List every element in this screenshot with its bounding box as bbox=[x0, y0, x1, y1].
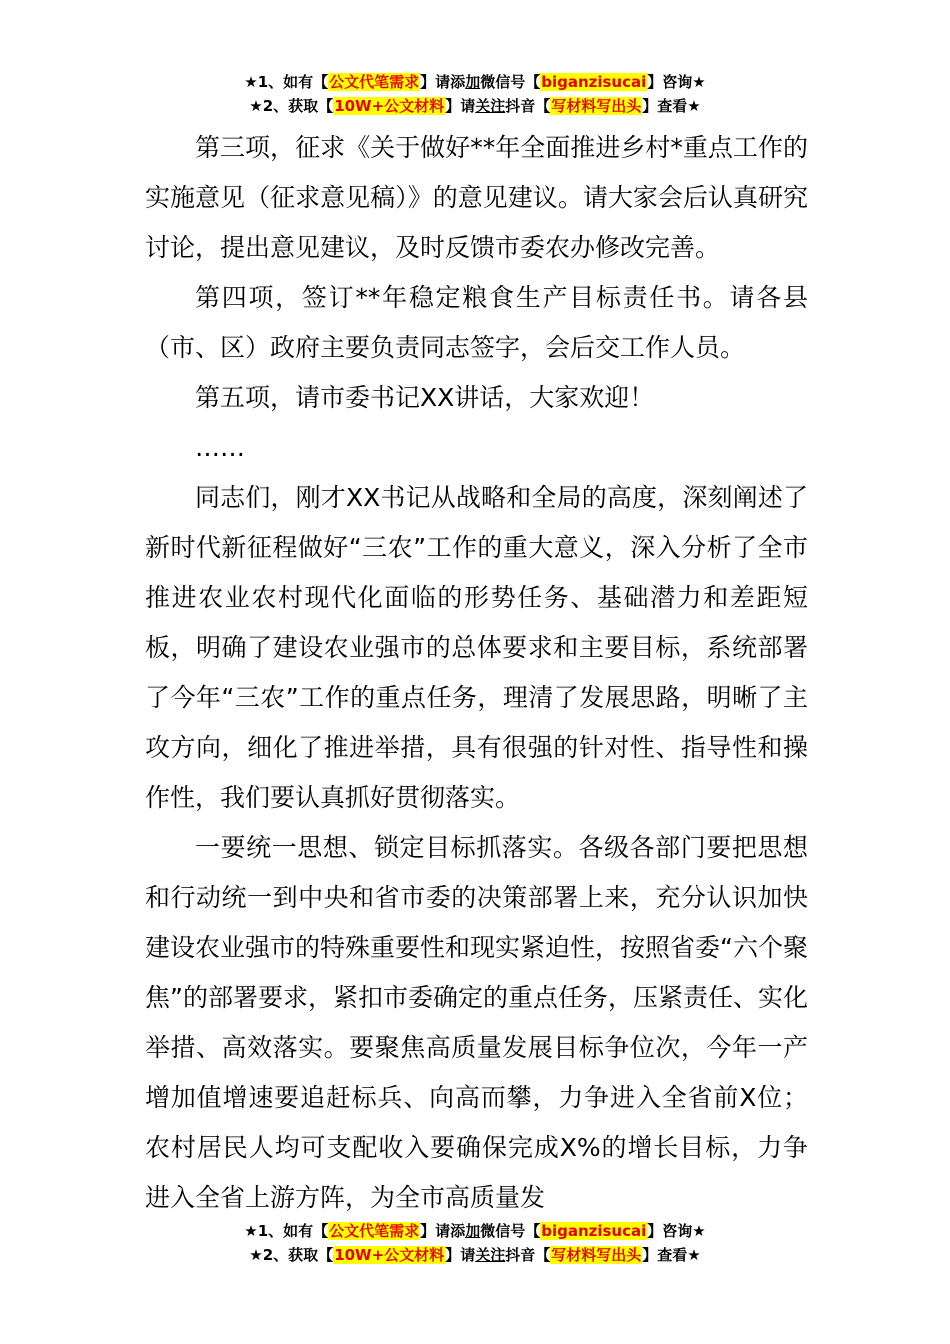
paragraph-point-one: 一要统一思想、锁定目标抓落实。各级各部门要把思想和行动统一到中央和省市委的决策部署上来，充分认识加快建设农业强市的特殊重要性和现实紧迫性，按照省委“六个聚焦”的部署要求，紧扣市委确定的重点任务，压紧责任、实化举措、高效落实。要聚焦高质量发展目标争位次，今年一产增加值增速要追赶标兵、向高而攀，力争进入全省前X位；农村居民人均可支配收入要确保完成X%的增长目标，力争进入全省上游方阵，为全市高质量发 bbox=[145, 833, 808, 1212]
paragraph-ellipsis: …… bbox=[195, 433, 245, 462]
paragraph-item-4: 第四项，签订**年稳定粮食生产目标责任书。请各县（市、区）政府主要负责同志签字，会后交工作人员。 bbox=[145, 283, 808, 362]
banner-underlined-text: 加 bbox=[465, 73, 481, 91]
banner-underlined-text: 加 bbox=[465, 1222, 481, 1240]
banner-underlined-text: 关注 bbox=[475, 1246, 506, 1264]
banner-highlight-douyin-account: 写材料写出头 bbox=[551, 1246, 642, 1264]
banner-text: 】查看★ bbox=[642, 97, 701, 115]
banner-highlight-materials: 10W+公文材料 bbox=[334, 97, 445, 115]
banner-highlight-wechat-id: biganzisucai bbox=[541, 1222, 647, 1240]
document-body bbox=[145, 123, 808, 1223]
footer-banner bbox=[0, 1219, 950, 1267]
banner-underlined-text: 关注 bbox=[475, 97, 506, 115]
banner-text: 】请 bbox=[445, 97, 476, 115]
banner-text: ★1、如有【 bbox=[244, 73, 329, 91]
header-banner bbox=[0, 70, 950, 118]
banner-highlight-service: 公文代笔需求 bbox=[329, 73, 420, 91]
banner-highlight-douyin-account: 写材料写出头 bbox=[551, 97, 642, 115]
banner-highlight-materials: 10W+公文材料 bbox=[334, 1246, 445, 1264]
banner-text: 】请添 bbox=[420, 1222, 466, 1240]
banner-line-2 bbox=[0, 94, 950, 118]
banner-text: 】咨询★ bbox=[647, 1222, 706, 1240]
banner-highlight-wechat-id: biganzisucai bbox=[541, 73, 647, 91]
paragraph-summary: 同志们，刚才XX书记从战略和全局的高度，深刻阐述了新时代新征程做好“三农”工作的重大意义，深入分析了全市推进农业农村现代化面临的形势任务、基础潜力和差距短板，明确了建设农业强市的总体要求和主要目标，系统部署了今年“三农”工作的重点任务，理清了发展思路，明晰了主攻方向，细化了推进举措，具有很强的针对性、指导性和操作性，我们要认真抓好贯彻落实。 bbox=[145, 483, 808, 812]
banner-text: 】请 bbox=[445, 1246, 476, 1264]
banner-text: 】咨询★ bbox=[647, 73, 706, 91]
banner-text: 抖音【 bbox=[505, 1246, 551, 1264]
paragraph-item-3: 第三项，征求《关于做好**年全面推进乡村*重点工作的实施意见（征求意见稿）》的意见建议。请大家会后认真研究讨论，提出意见建议，及时反馈市委农办修改完善。 bbox=[145, 133, 808, 262]
banner-line-1 bbox=[0, 1219, 950, 1243]
banner-text: 微信号【 bbox=[480, 73, 541, 91]
banner-text: 微信号【 bbox=[480, 1222, 541, 1240]
banner-line-2 bbox=[0, 1243, 950, 1267]
banner-line-1 bbox=[0, 70, 950, 94]
banner-text: 】请添 bbox=[420, 73, 466, 91]
banner-text: 抖音【 bbox=[505, 97, 551, 115]
banner-text: 】查看★ bbox=[642, 1246, 701, 1264]
banner-text: ★2、获取【 bbox=[249, 1246, 334, 1264]
paragraph-item-5: 第五项，请市委书记XX讲话，大家欢迎！ bbox=[195, 383, 655, 412]
banner-text: ★2、获取【 bbox=[249, 97, 334, 115]
banner-highlight-service: 公文代笔需求 bbox=[329, 1222, 420, 1240]
banner-text: ★1、如有【 bbox=[244, 1222, 329, 1240]
